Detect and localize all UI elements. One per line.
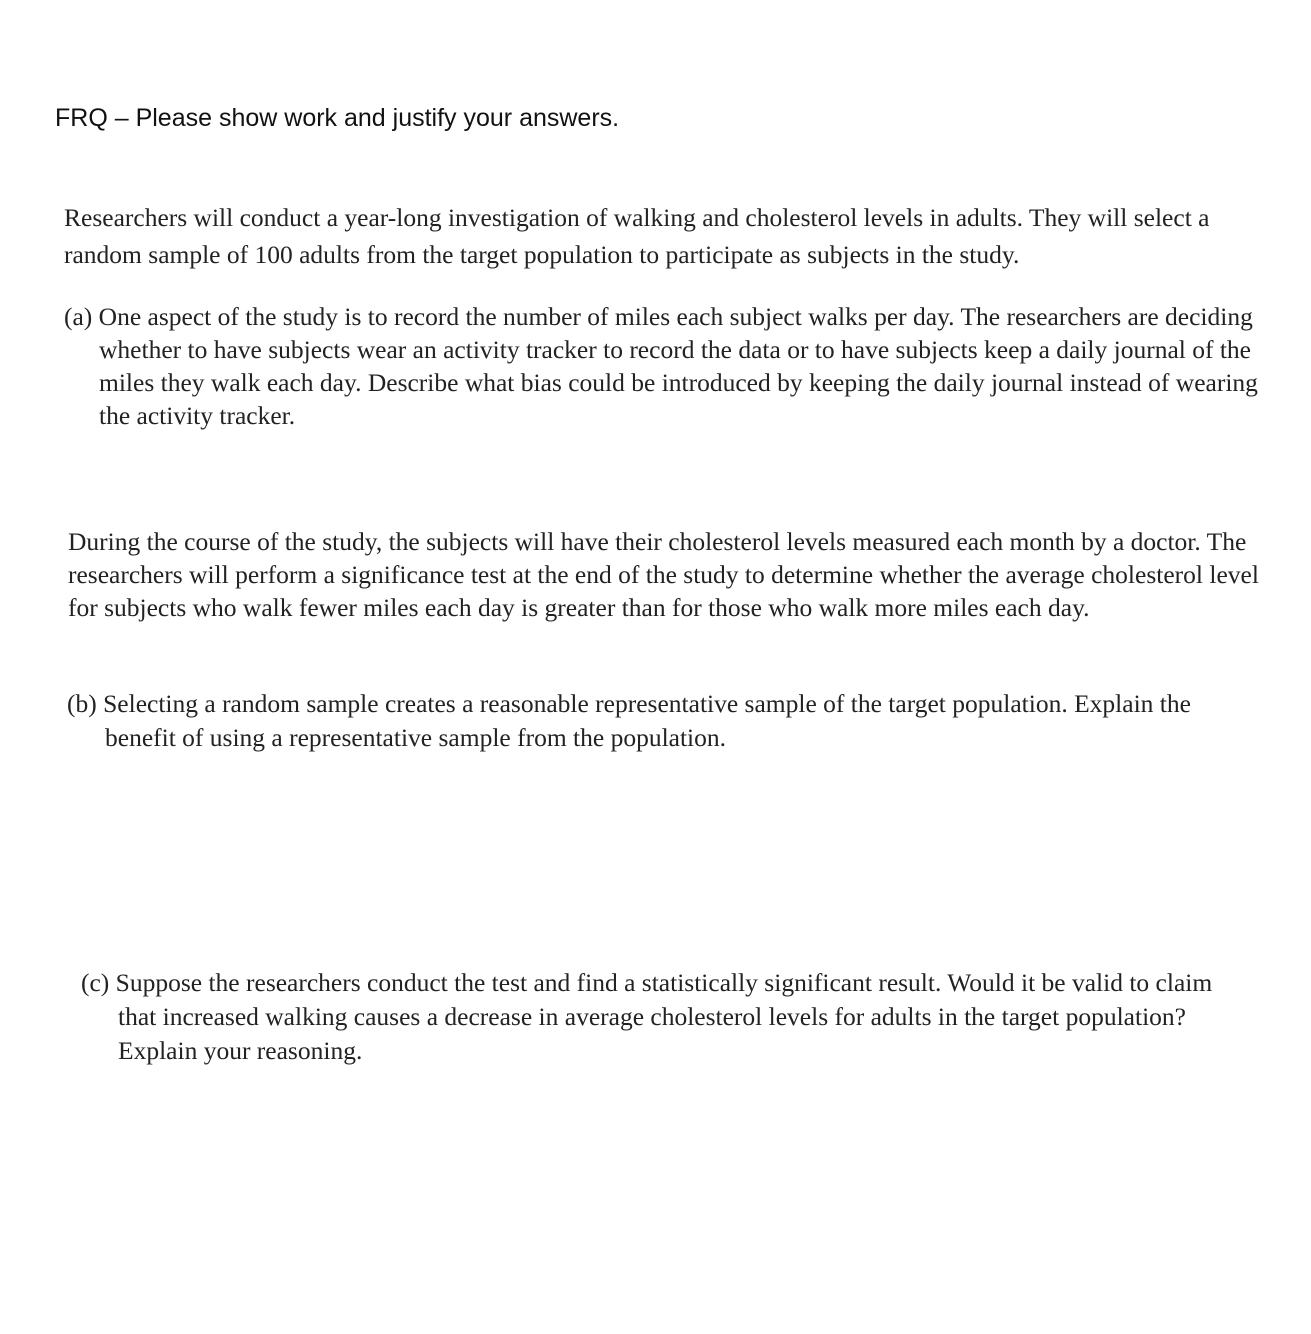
question-b: (b) Selecting a random sample creates a reasonable representative sample of the target population. Explain the benefit of using a representative sample from the population. [67,689,1191,752]
question-a: (a) One aspect of the study is to record the number of miles each subject walks per day. The researchers are deciding whether to have subjects wear an activity tracker to record the data or to have subjects keep a daily journal of the miles they walk each day. Describe what bias could be introduced by keeping the daily journal instead of wearing the activity tracker. [64,302,1258,430]
study-intro-paragraph: Researchers will conduct a year-long investigation of walking and cholesterol levels in adults. They will select a random sample of 100 adults from the target population to participate as subjects in the study. [64,203,1210,269]
question-c: (c) Suppose the researchers conduct the test and find a statistically significant result. Would it be valid to claim that increased walking causes a decrease in average cholesterol levels for adults in the target population? Explain your reasoning. [81,968,1213,1065]
page-title: FRQ – Please show work and justify your answers. [55,104,620,132]
study-context-paragraph: During the course of the study, the subjects will have their cholesterol levels measured each month by a doctor. The researchers will perform a significance test at the end of the study to determine whether the average cholesterol level for subjects who walk fewer miles each day is greater than for those who walk more miles each day. [68,527,1259,622]
